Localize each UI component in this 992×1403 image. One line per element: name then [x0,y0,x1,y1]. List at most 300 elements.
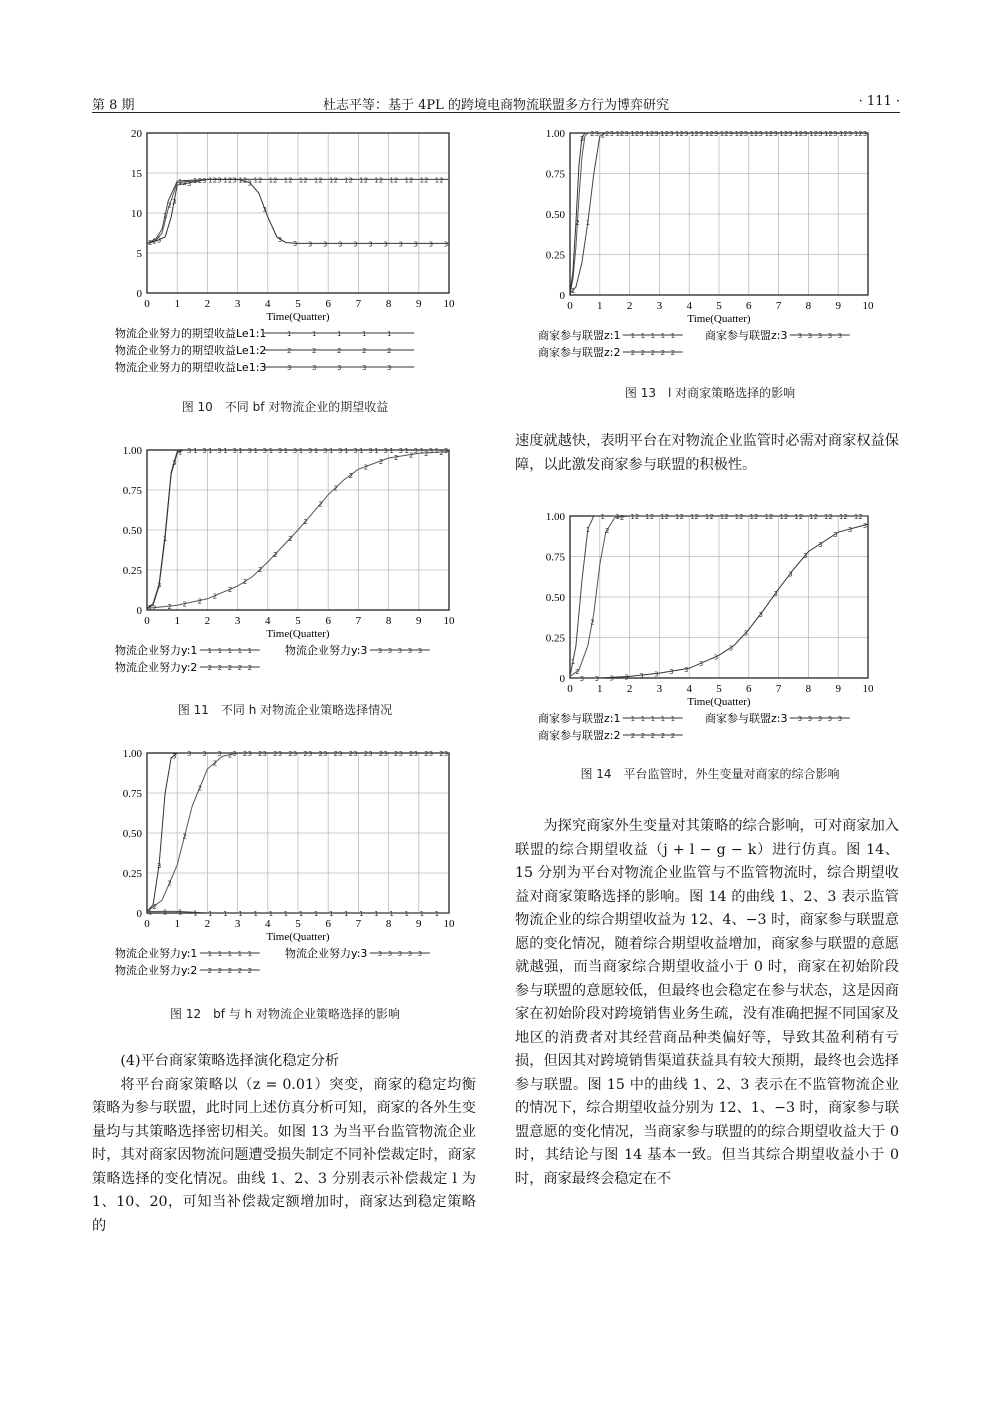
x-tick-label: 8 [385,298,392,310]
legend-marker: 2 [247,664,253,672]
legend-marker: 3 [386,364,392,372]
legend-marker: 2 [650,349,656,357]
series-1-marker: 1 [344,910,349,918]
series-3-marker: 3 [773,130,778,138]
legend-marker: 1 [640,332,646,340]
x-tick-label: 4 [265,615,271,627]
series-3-marker: 3 [669,130,674,138]
x-tick-label: 0 [144,615,150,627]
series-2-marker: 2 [333,484,338,493]
legend-marker: 1 [227,647,233,655]
y-tick-label: 0 [136,605,142,617]
series-2-marker: 2 [182,832,187,841]
series-3-marker: 3 [187,750,192,758]
x-tick-label: 0 [144,298,150,310]
legend-marker: 2 [217,664,223,672]
series-1-marker: 1 [374,176,379,185]
legend-marker: 1 [227,950,233,958]
series-2-marker: 2 [679,513,684,521]
x-tick-label: 1 [174,298,180,310]
series-1-marker: 1 [298,910,304,918]
series-3-marker: 3 [698,130,704,138]
legend-marker: 1 [247,647,253,655]
series-1-marker: 1 [268,447,274,455]
x-tick-label: 6 [325,615,331,627]
series-3-marker: 3 [639,130,644,138]
legend-marker: 3 [397,950,403,958]
series-3-marker: 3 [788,570,793,579]
series-3-marker: 3 [728,644,734,653]
series-1-marker: 1 [570,287,576,296]
series-2-marker: 2 [227,586,233,595]
y-tick-label: 0.50 [122,525,142,537]
legend-marker: 1 [217,647,223,655]
series-3-marker: 3 [156,236,162,245]
series-1-marker: 1 [794,130,799,138]
right-column-top-text [515,430,899,477]
series-3-marker: 3 [262,206,268,214]
x-tick-label: 1 [174,918,180,930]
y-tick-label: 0 [559,673,565,685]
series-3-marker: 3 [818,540,823,549]
series-2-marker: 2 [664,513,670,521]
page-number: · 111 · [858,94,900,109]
series-2-marker: 2 [409,750,414,758]
series-2-marker: 2 [303,750,308,758]
x-tick-label: 4 [686,300,692,312]
x-tick-label: 9 [835,683,841,695]
x-tick-label: 3 [656,300,663,312]
figure-13 [520,125,900,370]
series-2-marker: 2 [393,453,399,462]
series-2-marker: 2 [182,600,187,609]
grid [570,133,868,295]
series-1-marker: 1 [675,513,680,521]
series-3-marker: 3 [232,176,237,185]
series-1-marker: 1 [177,177,183,186]
series-1-marker: 1 [389,910,394,918]
legend-marker: 1 [650,715,656,723]
series-1-marker: 1 [313,910,319,918]
series-1-marker: 1 [193,177,198,186]
series-3-marker: 3 [338,447,343,455]
legend-marker: 3 [417,647,423,655]
series-1-marker: 1 [645,130,650,138]
series-3-marker: 3 [307,240,313,249]
series-1-marker: 1 [719,513,725,521]
series-2-marker: 2 [649,513,655,521]
running-title: 杜志平等：基于 4PL 的跨境电商物流联盟多方行为博弈研究 [323,98,669,113]
series-2-marker: 2 [333,750,338,758]
series-2-marker: 2 [227,751,233,760]
series-3-marker: 3 [307,750,313,758]
legend-marker: 1 [660,332,666,340]
legend-marker: 2 [386,347,392,355]
series-2-marker: 2 [348,176,354,185]
series-2-marker: 2 [378,750,384,758]
series-2-marker: 2 [424,750,429,758]
series-3-marker: 3 [669,668,674,677]
x-tick-label: 1 [597,300,603,312]
series-3-marker: 3 [713,130,719,138]
grid [570,513,868,681]
series-1-marker: 1 [223,910,228,918]
series-2-marker: 2 [242,578,248,587]
series-2-marker: 2 [197,597,203,606]
series-2-marker: 2 [843,130,848,138]
series-1-marker: 1 [764,513,769,521]
legend-marker: 2 [247,967,253,975]
series-1-marker: 1 [645,513,650,521]
series-3-marker: 3 [413,750,419,758]
series-1-marker: 1 [298,176,304,185]
legend-marker: 3 [336,364,342,372]
series-1-marker: 1 [660,130,665,138]
series-3-marker: 3 [156,862,162,870]
y-tick-label: 0.75 [545,551,565,564]
y-tick-label: 0.25 [545,632,565,645]
legend-marker: 3 [827,715,833,723]
figure-12-caption: 图 12 bf 与 h 对物流企业策略选择的影响 [170,1007,400,1021]
series-1-marker: 1 [734,130,740,138]
series-1-marker: 1 [689,513,695,521]
series-2-marker: 2 [258,750,263,758]
x-tick-label: 10 [443,615,455,627]
series-1-marker: 1 [779,513,784,521]
y-tick-label: 0 [136,288,142,300]
y-tick-label: 10 [131,208,142,220]
y-tick-label: 1.00 [545,128,565,140]
series-3-marker: 3 [292,240,298,249]
series-2-marker: 2 [724,513,729,521]
series-3-marker: 3 [277,447,283,455]
figure-11-caption: 图 11 不同 h 对物流企业策略选择情况 [177,703,393,717]
series-2-marker: 2 [167,603,172,611]
series-2-marker: 2 [813,513,819,521]
series-1-marker: 1 [809,513,814,521]
series-1-marker: 1 [177,908,183,917]
figure-13-caption: 图 13 l 对商家策略选择的影响 [624,386,796,400]
series-1-marker: 1 [193,447,198,455]
legend-label-3: 物流企业努力y:3 [285,644,368,657]
x-tick-label: 9 [416,298,422,310]
legend-marker: 1 [660,715,666,723]
series-2-marker: 2 [152,237,157,246]
series-1-marker: 1 [389,176,394,185]
series-2-marker: 2 [348,750,354,758]
series-2-marker: 2 [212,592,218,601]
series-2-marker: 2 [858,130,863,138]
series-1-marker: 1 [630,130,635,138]
series-3-marker: 3 [579,675,585,683]
legend-marker: 2 [311,347,317,355]
series-1-marker: 1 [177,448,183,457]
legend-marker: 1 [247,950,253,958]
series-2-marker: 2 [363,463,369,472]
series-2-marker: 2 [754,130,759,138]
legend-marker: 1 [640,715,646,723]
legend-marker: 2 [660,349,666,357]
legend-label-1: 商家参与联盟z:1 [538,712,621,725]
series-3-marker: 3 [413,240,419,249]
x-axis-label: Time(Quatter) [266,931,330,943]
series-3-marker: 3 [292,447,298,455]
series-2-marker: 2 [182,178,187,187]
legend-marker: 3 [387,950,393,958]
legend-label-3: 物流企业努力的期望收益Le1:3 [115,361,267,374]
series-2-marker: 2 [318,176,323,185]
y-tick-label: 20 [131,128,142,140]
series-1-marker: 1 [268,910,274,918]
x-tick-label: 3 [234,918,241,930]
series-2-marker: 2 [813,130,819,138]
legend-marker: 3 [397,647,403,655]
legend-label-2: 物流企业努力的期望收益Le1:2 [115,344,267,357]
y-tick-label: 0.75 [122,788,142,800]
series-2-marker: 2 [605,130,610,138]
series-2-marker: 2 [167,201,172,210]
series-1-marker: 1 [313,447,319,455]
x-tick-label: 4 [686,683,692,695]
running-header [92,92,900,113]
x-tick-label: 2 [626,683,633,695]
legend-marker: 3 [407,647,413,655]
legend-label-1: 物流企业努力y:1 [115,947,198,960]
paragraph-right-top: 速度就越快，表明平台在对物流企业监管时必需对商家权益保障，以此激发商家参与联盟的积极性。 [515,433,899,473]
series-1-marker: 1 [630,513,635,521]
series-2-marker: 2 [288,750,293,758]
legend-marker: 1 [630,715,636,723]
series-1-marker: 1 [313,176,319,185]
series-1-marker: 1 [660,513,665,521]
legend-marker: 3 [797,332,803,340]
series-2-marker: 2 [828,513,833,521]
series-2-marker: 2 [363,176,369,185]
series-3-marker: 3 [247,179,252,188]
series-2-marker: 2 [724,130,729,138]
series-3-marker: 3 [683,130,689,138]
series-1-marker: 1 [600,131,606,140]
series-3-marker: 3 [788,130,793,138]
series-3-marker: 3 [832,531,838,540]
x-tick-label: 5 [716,683,722,695]
series-1-marker: 1 [283,910,289,918]
series-2-marker: 2 [739,513,744,521]
series-2-marker: 2 [273,551,278,559]
series-3-marker: 3 [232,447,237,455]
x-tick-label: 6 [746,300,752,312]
legend-marker: 1 [336,330,342,338]
x-tick-label: 7 [775,300,782,312]
series-2-marker: 2 [333,176,338,185]
series-1-marker: 1 [298,447,304,455]
series-3-marker: 3 [202,750,207,758]
series-2-marker: 2 [288,176,293,185]
y-tick-label: 0.25 [545,249,565,262]
series-3-marker: 3 [217,447,222,455]
figure-14-caption: 图 14 平台监管时，外生变量对商家的综合影响 [580,767,840,781]
x-tick-label: 5 [716,300,722,312]
series-2-marker: 2 [783,130,789,138]
series-1-marker: 1 [359,910,364,918]
series-1-marker: 1 [147,603,153,612]
series-2-marker: 2 [393,750,399,758]
legend-marker: 2 [207,664,213,672]
series-1-marker: 1 [344,447,349,455]
series-3-marker: 3 [338,240,343,249]
legend-label-2: 商家参与联盟z:2 [538,346,621,359]
legend-marker: 2 [237,967,243,975]
series-3-marker: 3 [639,672,644,681]
legend-marker: 2 [207,967,213,975]
y-tick-label: 0.75 [545,168,565,181]
left-column-text [92,1050,476,1238]
series-2-marker: 2 [303,518,308,527]
series-1-marker: 1 [238,447,243,455]
series-1-marker: 1 [419,447,425,455]
series-3-marker: 3 [698,660,704,669]
series-2-marker: 2 [843,513,848,521]
figure-14-chart [520,508,900,753]
series-2-marker: 2 [197,177,203,186]
legend-label-3: 物流企业努力y:3 [285,947,368,960]
series-2-marker: 2 [288,535,293,543]
series-1-marker: 1 [223,176,228,185]
legend-marker: 1 [670,715,676,723]
series-3-marker: 3 [368,750,373,758]
series-2-marker: 2 [575,667,580,676]
series-2-marker: 2 [709,130,714,138]
x-tick-label: 0 [567,300,573,312]
series-2-marker: 2 [242,750,248,758]
legend-marker: 2 [630,349,636,357]
legend-label-2: 物流企业努力y:2 [115,964,198,977]
series-1-marker: 1 [253,176,258,185]
grid [147,133,449,293]
series-1-marker: 1 [404,447,409,455]
series-2-marker: 2 [439,750,444,758]
series-1-marker: 1 [283,447,289,455]
legend-label-1: 物流企业努力的期望收益Le1:1 [115,327,267,340]
legend-marker: 2 [650,732,656,740]
paragraph-left-main: 将平台商家策略以（z = 0.01）突变，商家的稳定均衡策略为参与联盟，此时同上述仿真分析可知，商家的各外生变量均与其策略选择密切相关。如图 13 为当平台监管物流企业时，其对商家因物流问题遭受损失制定不同补偿裁定时，商家策略选择的变化情况。曲线 1、2、3 分别表示补偿裁定 l 为 1、10、20，可知当补偿裁定额增加时，商家达到稳定策略的 [92,1076,476,1234]
y-tick-label: 15 [131,168,142,180]
series-1-marker: 1 [749,130,755,138]
series-3-marker: 3 [428,447,434,455]
x-tick-label: 10 [443,298,455,310]
series-1-marker: 1 [404,176,409,185]
legend-marker: 3 [407,950,413,958]
series-2-marker: 2 [739,130,744,138]
figure-14 [520,508,900,753]
series-1-marker: 1 [434,910,440,918]
series-3-marker: 3 [443,447,449,455]
x-tick-label: 2 [204,918,211,930]
series-3-marker: 3 [579,134,585,143]
series-3-marker: 3 [322,240,328,249]
legend-marker: 2 [660,732,666,740]
legend-marker: 3 [361,364,367,372]
paragraph-right-main: 为探究商家外生变量对其策略的综合影响，可对商家加入联盟的综合期望收益（j + l − g − k）进行仿真。图 14、15 分别为平台对物流企业监管与不监管物流时，综合期望收益对商家策略选择的影响。图 14 的曲线 1、2、3 表示监管物流企业的综合期望收益为 12、4、−3 时，商家参与联盟意愿的变化情况，随着综合期望收益增加，商家参与联盟的意愿就越强，而当商家综合期望收益小于 0 时，商家在初始阶段参与联盟的意愿较低，但最终也会稳定在参与状态，这是因商家在初始阶段对跨境销售业务生疏，没有准确把握不同国家及地区的消费者对其经营商品种类偏好等，导致其盈利稍有亏损，但因其对跨境销售渠道获益具有较大预期，最终也会选择参与联盟。图 15 中的曲线 1、2、3 表示在不监管物流企业的情况下，综合期望收益分别为 12、1、−3 时，商家参与联盟意愿的变化情况，当商家参与联盟的的综合期望收益大于 0 时，其结论与图 14 基本一致。但当其综合期望收益小于 0 时，商家最终会稳定在不 [515,818,899,1187]
legend-marker: 1 [207,950,213,958]
series-2-marker: 2 [768,513,774,521]
x-tick-label: 8 [805,300,812,312]
series-1-marker: 1 [704,130,710,138]
legend-marker: 1 [650,332,656,340]
series-2-marker: 2 [439,176,444,185]
series-1-marker: 1 [824,130,829,138]
y-tick-label: 0.75 [122,485,142,497]
x-tick-label: 0 [144,918,150,930]
series-1-marker: 1 [208,910,213,918]
series-2-marker: 2 [783,513,789,521]
legend-marker: 3 [837,715,843,723]
series-1-marker: 1 [344,176,349,185]
series-3-marker: 3 [743,130,749,138]
x-tick-label: 4 [265,298,271,310]
series-2-marker: 2 [858,513,863,521]
series-3-marker: 3 [728,130,734,138]
y-tick-label: 1.00 [122,445,142,457]
series-3-marker: 3 [247,447,252,455]
x-axis-label: Time(Quatter) [266,311,330,323]
x-axis-label: Time(Quatter) [687,696,751,708]
series-3-marker: 3 [594,130,600,138]
series-1-marker: 1 [779,130,784,138]
series-3-marker: 3 [353,750,358,758]
series-3-marker: 3 [247,750,252,758]
series-1-marker: 1 [689,130,695,138]
series-3-marker: 3 [277,235,283,244]
series-3-marker: 3 [383,240,388,249]
y-tick-label: 1.00 [545,511,565,523]
series-2-marker: 2 [409,176,414,185]
series-1-marker: 1 [253,910,258,918]
series-3-marker: 3 [322,750,328,758]
series-3-marker: 3 [398,240,403,249]
series-2-marker: 2 [424,176,429,185]
series-1-marker: 1 [853,513,859,521]
legend-marker: 3 [807,332,813,340]
x-tick-label: 3 [656,683,663,695]
y-tick-label: 0 [559,290,565,302]
x-tick-label: 9 [416,918,422,930]
series-1-marker: 1 [419,176,425,185]
series-1-marker: 1 [570,657,576,666]
series-3-marker: 3 [338,750,343,758]
series-3-marker: 3 [322,447,328,455]
legend-marker: 3 [387,647,393,655]
series-1-marker: 1 [162,212,168,220]
figure-11 [95,442,475,687]
series-2-marker: 2 [575,219,580,228]
series-2-marker: 2 [303,176,308,185]
legend-marker: 1 [237,647,243,655]
series-3-marker: 3 [156,581,162,590]
series-3-marker: 3 [262,750,268,758]
right-column-main-text [515,815,899,1191]
series-1-marker: 1 [374,447,379,455]
series-3-marker: 3 [624,130,629,138]
legend-marker: 1 [286,330,292,338]
series-2-marker: 2 [393,176,399,185]
series-2-marker: 2 [318,750,323,758]
series-3-marker: 3 [353,240,358,249]
x-tick-label: 7 [775,683,782,695]
series-2-marker: 2 [634,513,640,521]
legend-marker: 2 [630,732,636,740]
series-2-marker: 2 [694,130,699,138]
